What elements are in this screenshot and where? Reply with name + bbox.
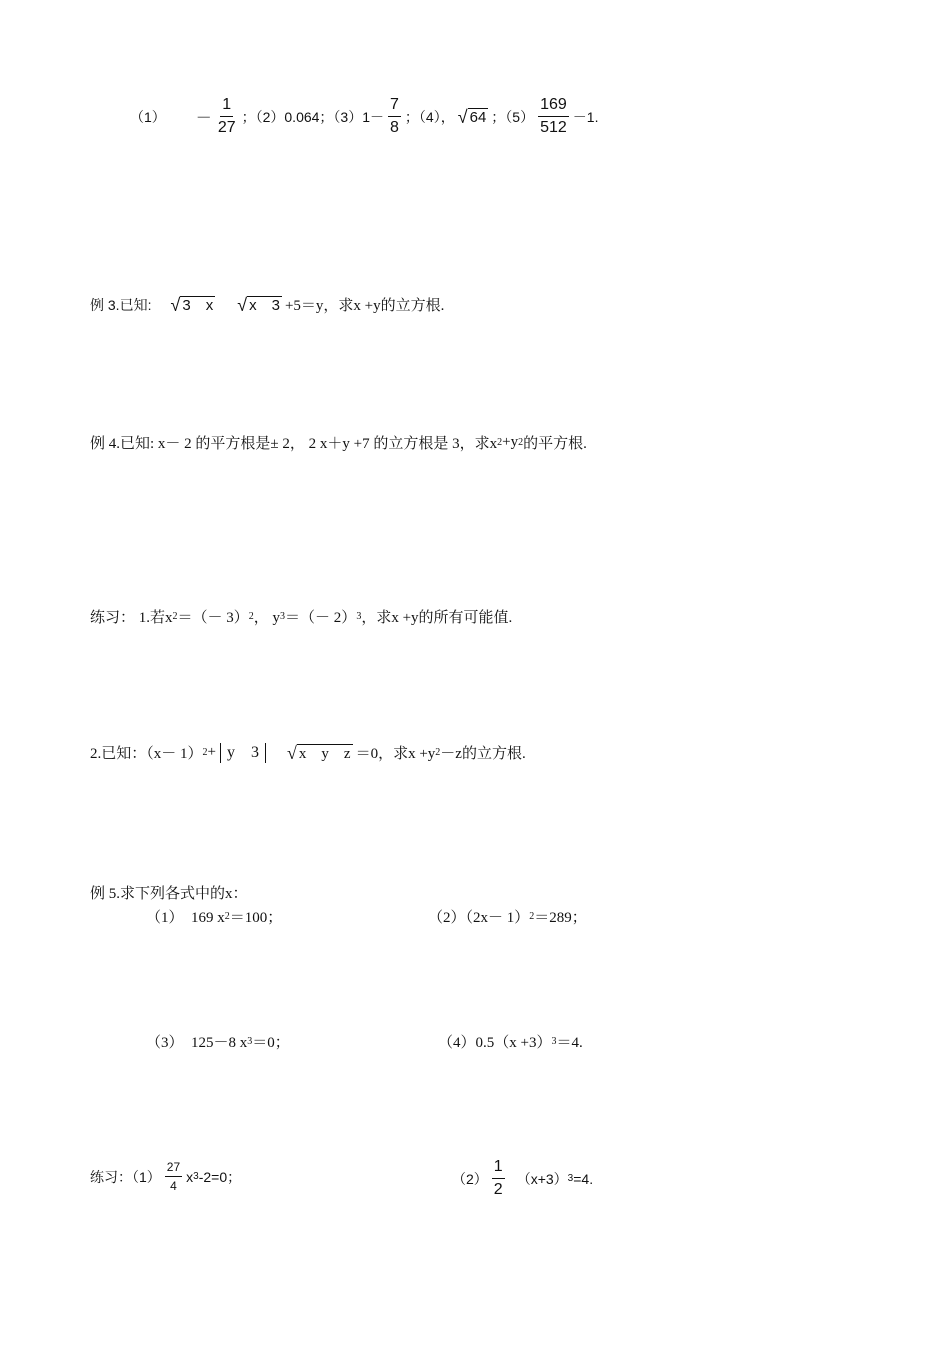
denominator: 2 [493, 1181, 503, 1198]
text-segment: 例 4.已知: x－ 2 的平方根是± 2， 2 x＋y +7 的立方根是 3，求x [90, 436, 498, 452]
practice-3-part1: 练习：（1） $\frac{27}{4}$ x 3 -2=0； [90, 1160, 242, 1193]
practice-label: 练习：（1） [90, 1168, 161, 1185]
numerator: 27 [165, 1160, 182, 1177]
text-segment: ， y [253, 610, 281, 626]
text-segment: （2）（2x－ 1） [428, 910, 530, 926]
text-segment: ＝4. [556, 1035, 583, 1051]
text-segment: ，求x +y的所有可能值. [361, 610, 513, 626]
example-4: 例 4.已知: x－ 2 的平方根是± 2， 2 x＋y +7 的立方根是 3，求x 2 +y 2 的平方根. [90, 434, 587, 452]
text-segment: ；（5） [491, 108, 535, 125]
text-segment: （4）0.5（x +3） [438, 1035, 552, 1051]
sqrt-x-y-z [287, 744, 353, 762]
radicand: x y z [298, 745, 351, 762]
text-segment: ＝（－ 2） [285, 610, 357, 626]
minus-sign: － [195, 110, 212, 127]
text-segment: ＝289； [534, 910, 587, 926]
text-segment: 练习： 1.若x [90, 610, 173, 626]
text-segment: ＝0； [252, 1035, 290, 1051]
item-label: （2） [452, 1170, 488, 1187]
example-label: 例 3.已知: [90, 296, 152, 313]
numerator: 1 [220, 96, 233, 117]
text-segment: 的平方根. [523, 436, 587, 452]
radical-icon: √ [457, 106, 468, 127]
practice-3-part2: （2） $\frac{1}{2}$ （x+3） 3 =4. [452, 1158, 594, 1198]
denominator: 27 [217, 119, 236, 136]
text-segment: =4. [573, 1170, 594, 1187]
sqrt-3-x [170, 296, 215, 314]
numerator: 7 [388, 96, 401, 117]
practice-2: 2.已知：（x－ 1） 2 + y 3 √ x y z ＝0，求x +y 2 －z的立方根. [90, 742, 526, 763]
text-segment: （3） 125－8 x [146, 1035, 248, 1051]
denominator: 512 [540, 119, 567, 136]
text-segment: （1） 169 x [146, 910, 225, 926]
fraction-1-2 [492, 1158, 505, 1199]
fraction-27-4 [165, 1160, 182, 1193]
example-5-title [90, 882, 248, 903]
sqrt-x-3 [237, 296, 282, 314]
problem-line-1 [130, 96, 598, 137]
fraction-1-27 [216, 96, 238, 137]
text-segment: ＝（－ 3） [177, 610, 249, 626]
text-segment: + [207, 744, 216, 760]
text-segment: ；（2）0.064；（3）1－ [241, 108, 385, 125]
example-5-q4: （4）0.5（x +3） 3 ＝4. [438, 1031, 583, 1052]
text-segment: x [186, 1168, 194, 1185]
text-segment: ；（4）， [404, 108, 455, 125]
denominator: 8 [390, 119, 399, 136]
fraction-169-512 [538, 96, 569, 137]
radical-icon: √ [287, 742, 297, 763]
fraction-7-8 [388, 96, 401, 137]
radical-icon: √ [237, 294, 248, 315]
denominator: 4 [170, 1179, 177, 1193]
radicand: 64 [469, 108, 487, 126]
radicand: 3 x [182, 296, 214, 314]
text-segment: +5＝y，求x +y的立方根. [284, 298, 445, 314]
text-segment: －1. [572, 108, 599, 125]
text-segment: （x+3） [516, 1170, 568, 1187]
practice-1: 练习： 1.若x 2 ＝（－ 3） 2 ， y 3 ＝（－ 2） 3 ，求x +y的所有可能值. [90, 606, 512, 627]
numerator: 169 [538, 96, 569, 117]
text-segment: 例 5.求下列各式中的x： [90, 886, 248, 902]
example-5-q3: （3） 125－8 x 3 ＝0； [146, 1031, 290, 1052]
text-segment: －z的立方根. [440, 746, 526, 762]
absolute-value: y 3 [220, 743, 266, 763]
radical-icon: √ [170, 294, 181, 315]
text-segment: +y [502, 434, 519, 450]
numerator: 1 [492, 1158, 505, 1179]
item-label: （1） [130, 108, 166, 125]
example-5-q1: （1） 169 x 2 ＝100； [146, 906, 282, 927]
text-segment: 2.已知：（x－ 1） [90, 746, 203, 762]
text-segment: ＝0，求x +y [355, 746, 436, 762]
radicand: x 3 [249, 296, 280, 314]
sqrt-64 [458, 108, 489, 126]
text-segment: -2=0； [198, 1168, 242, 1185]
example-5-q2: （2）（2x－ 1） 2 ＝289； [428, 906, 587, 927]
text-segment: ＝100； [229, 910, 283, 926]
example-3 [90, 294, 444, 315]
